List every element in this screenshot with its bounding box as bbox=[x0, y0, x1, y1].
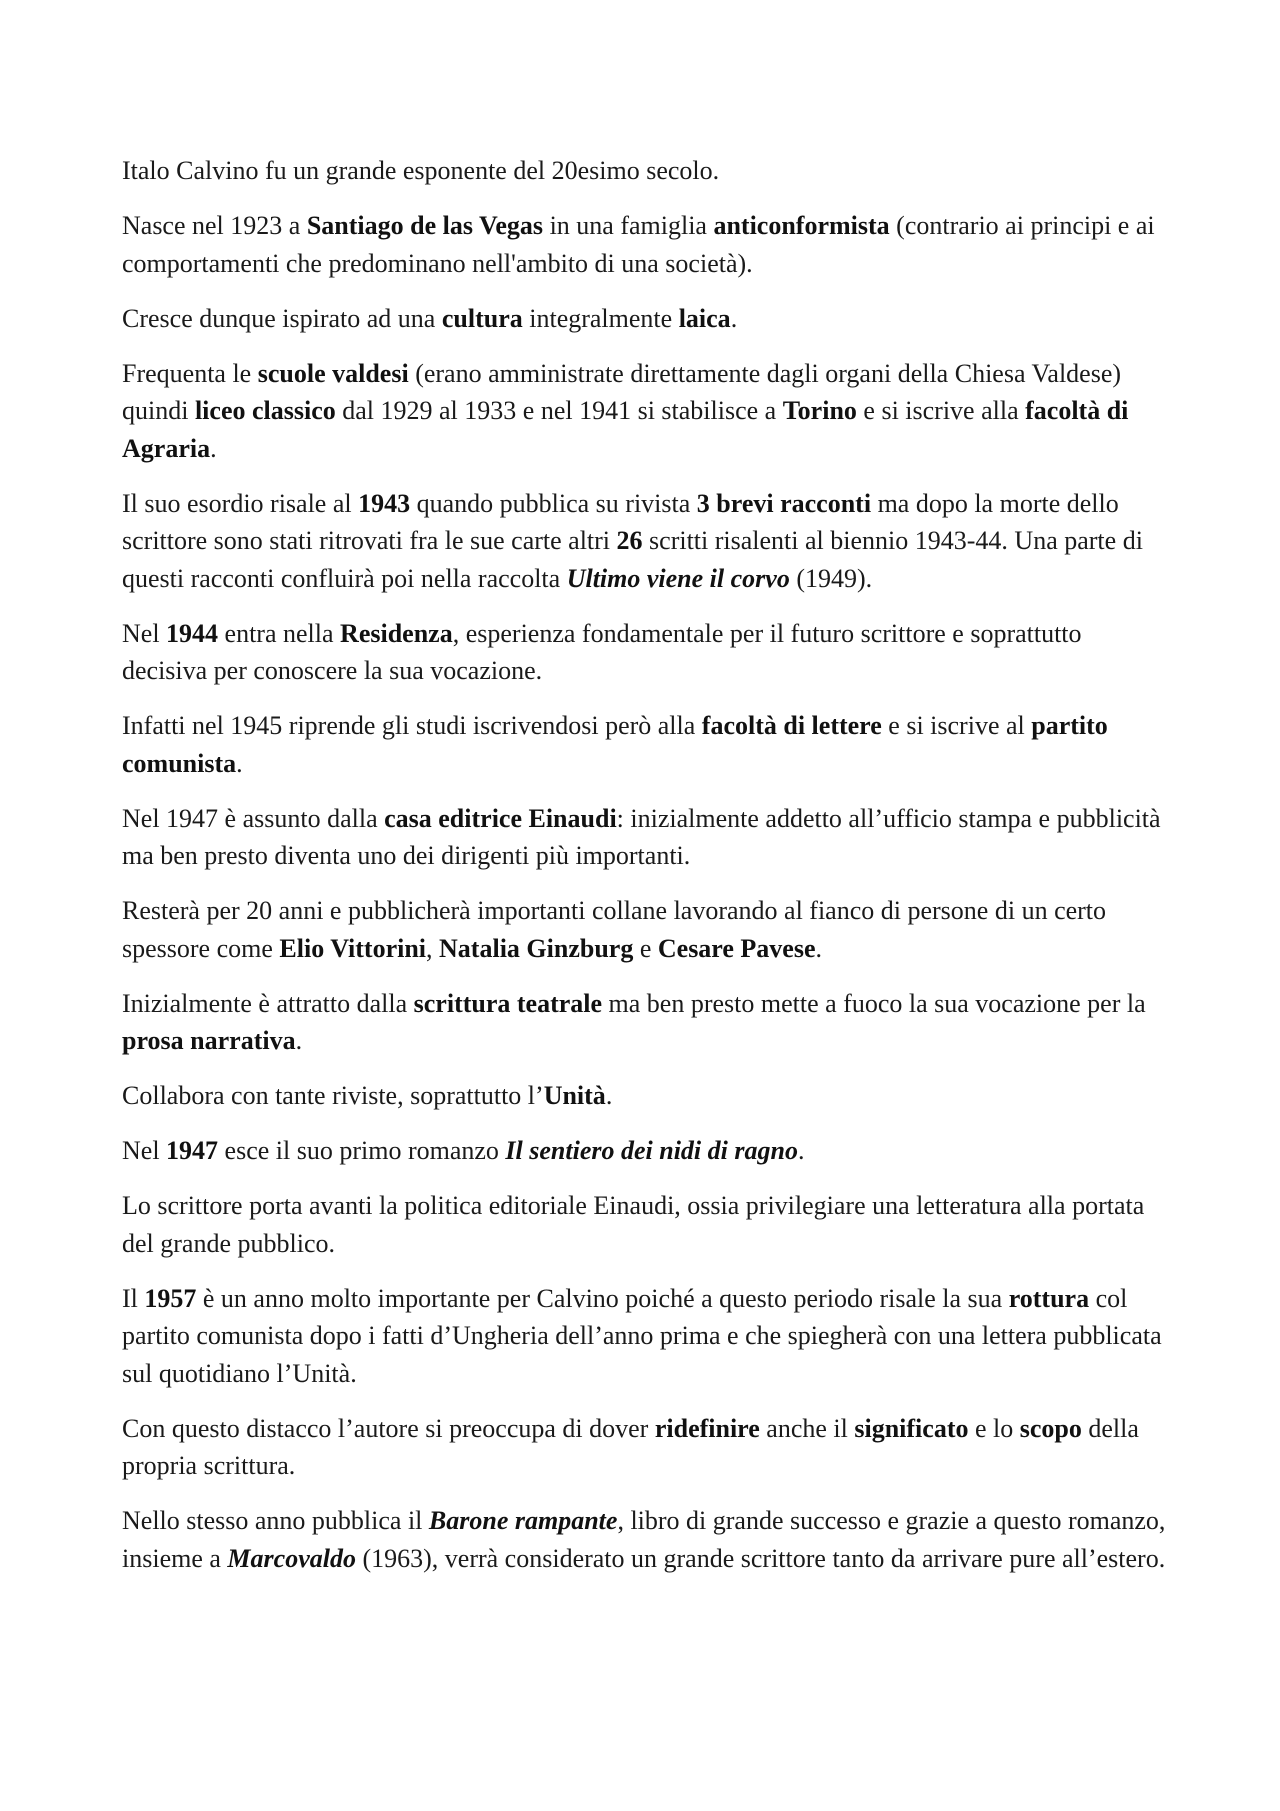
text-run: . bbox=[730, 303, 738, 333]
text-run: (erano amministrate direttamente dagli organi della Chiesa Valdese) quindi bbox=[122, 358, 1122, 425]
text-run: Nasce nel 1923 a bbox=[122, 211, 307, 240]
bold-run: scopo bbox=[1019, 1413, 1082, 1443]
paragraph bbox=[122, 985, 1172, 1060]
text-run: . bbox=[797, 1136, 805, 1165]
bold-run: Residenza bbox=[340, 618, 453, 648]
paragraph bbox=[122, 615, 1172, 690]
bold-run: scuole valdesi bbox=[257, 358, 409, 388]
text-run: e bbox=[633, 933, 658, 963]
text-run: Nel bbox=[122, 618, 167, 648]
text-run: col partito comunista dopo i fatti d’Ungheria dell’anno prima e che spiegherà con una lettera pubblicata sul quotidiano l’Unità. bbox=[122, 1283, 1162, 1388]
text-run: , esperienza fondamentale per il futuro scrittore e soprattutto decisiva per conoscere la sua vocazione. bbox=[122, 618, 1082, 685]
text-run: Inizialmente è attratto dalla bbox=[122, 988, 414, 1018]
text-run: Il suo esordio risale al bbox=[122, 488, 359, 518]
text-run: Lo scrittore porta avanti la politica editoriale Einaudi, ossia privilegiare una letteratura alla portata del grande pubblico. bbox=[122, 1191, 1145, 1258]
emphasized-title: Barone rampante bbox=[428, 1506, 618, 1535]
text-run: Collabora con tante riviste, soprattutto l’ bbox=[122, 1081, 544, 1110]
bold-run: 26 bbox=[616, 526, 643, 555]
text-run: (1949). bbox=[789, 563, 873, 593]
text-run: : inizialmente addetto all’ufficio stampa e pubblicità ma ben presto diventa uno dei dirigenti più importanti. bbox=[122, 803, 1161, 870]
bold-run: laica bbox=[678, 303, 731, 333]
bold-run: 1957 bbox=[144, 1283, 197, 1313]
text-run: ma dopo la morte dello scrittore sono stati ritrovati fra le sue carte altri bbox=[122, 488, 1119, 555]
bold-run: Natalia Ginzburg bbox=[439, 933, 634, 963]
text-run: esce il suo primo romanzo bbox=[218, 1136, 506, 1165]
emphasized-title: Il sentiero dei nidi di ragno bbox=[505, 1136, 798, 1165]
text-run: e lo bbox=[968, 1413, 1020, 1443]
bold-italic-run bbox=[429, 1506, 618, 1535]
paragraph bbox=[122, 1187, 1172, 1262]
bold-run: significato bbox=[854, 1413, 969, 1443]
bold-run: rottura bbox=[1008, 1283, 1090, 1313]
text-run: (1963), verrà considerato un grande scrittore tanto da arrivare pure all’estero. bbox=[355, 1543, 1166, 1573]
bold-run: partito comunista bbox=[122, 711, 1108, 778]
paragraph bbox=[122, 1502, 1172, 1577]
text-run: Cresce dunque ispirato ad una bbox=[122, 303, 442, 333]
bold-run: Santiago de las Vegas bbox=[306, 211, 544, 240]
bold-run: anticonformista bbox=[713, 211, 890, 240]
text-run: . bbox=[605, 1081, 613, 1110]
bold-run: Unità bbox=[543, 1081, 606, 1110]
text-run: integralmente bbox=[522, 303, 679, 333]
text-run: dal 1929 al 1933 e nel 1941 si stabilisce a bbox=[335, 396, 783, 425]
document-page bbox=[122, 152, 1172, 1595]
text-run: Italo Calvino fu un grande esponente del 20esimo secolo. bbox=[122, 156, 720, 185]
bold-run: Elio Vittorini bbox=[279, 933, 427, 963]
paragraph bbox=[122, 707, 1172, 782]
text-run: (contrario ai principi e ai comportamenti che predominano nell'ambito di una società). bbox=[122, 211, 1155, 278]
emphasized-title: Marcovaldo bbox=[227, 1543, 356, 1573]
paragraph bbox=[122, 1077, 1172, 1115]
bold-italic-run bbox=[567, 564, 790, 593]
emphasized-title: Ultimo viene il corvo bbox=[566, 563, 790, 593]
bold-run: ridefinire bbox=[654, 1413, 760, 1443]
bold-run: 1944 bbox=[166, 618, 219, 648]
bold-run: liceo classico bbox=[194, 396, 336, 425]
bold-run: 1943 bbox=[358, 488, 411, 518]
text-run: Con questo distacco l’autore si preoccupa di dover bbox=[122, 1413, 655, 1443]
paragraph bbox=[122, 485, 1172, 598]
bold-run: Torino bbox=[782, 396, 857, 425]
bold-run: facoltà di lettere bbox=[701, 711, 882, 740]
paragraph bbox=[122, 152, 1172, 190]
text-run: entra nella bbox=[218, 618, 341, 648]
paragraph bbox=[122, 1280, 1172, 1393]
text-run: , libro di grande successo e grazie a questo romanzo, insieme a bbox=[122, 1506, 1166, 1573]
text-run: ma ben presto mette a fuoco la sua vocazione per la bbox=[602, 988, 1146, 1018]
text-run: in una famiglia bbox=[543, 211, 714, 240]
bold-run: scrittura teatrale bbox=[413, 988, 603, 1018]
bold-run: 3 brevi racconti bbox=[696, 488, 872, 518]
text-run: Il bbox=[122, 1283, 145, 1313]
paragraph bbox=[122, 300, 1172, 338]
bold-run: facoltà di Agraria bbox=[122, 396, 1129, 463]
bold-run: prosa narrativa bbox=[122, 1026, 296, 1055]
text-run: è un anno molto importante per Calvino poiché a questo periodo risale la sua bbox=[196, 1283, 1009, 1313]
bold-run: casa editrice Einaudi bbox=[384, 803, 617, 833]
text-run: Nel 1947 è assunto dalla bbox=[122, 803, 385, 833]
text-run: Frequenta le bbox=[122, 358, 258, 388]
text-run: Nello stesso anno pubblica il bbox=[122, 1506, 429, 1535]
text-run: scritti risalenti al biennio 1943-44. Una parte di questi racconti confluirà poi nella raccolta bbox=[122, 526, 1143, 593]
bold-italic-run bbox=[505, 1136, 798, 1165]
text-run: della propria scrittura. bbox=[122, 1413, 1139, 1480]
text-run: anche il bbox=[759, 1413, 855, 1443]
text-run: e si iscrive al bbox=[881, 711, 1032, 740]
paragraph bbox=[122, 1132, 1172, 1170]
bold-italic-run bbox=[227, 1544, 356, 1573]
text-run: . bbox=[210, 433, 217, 463]
paragraph bbox=[122, 355, 1172, 468]
text-run: Resterà per 20 anni e pubblicherà importanti collane lavorando al fianco di persone di un certo spessore come bbox=[122, 896, 1107, 963]
paragraph bbox=[122, 207, 1172, 282]
paragraph bbox=[122, 892, 1172, 967]
text-run: Infatti nel 1945 riprende gli studi iscrivendosi però alla bbox=[122, 711, 702, 740]
bold-run: Cesare Pavese bbox=[657, 933, 816, 963]
bold-run: 1947 bbox=[166, 1136, 219, 1165]
text-run: . bbox=[295, 1026, 303, 1055]
bold-run: cultura bbox=[441, 303, 523, 333]
paragraph bbox=[122, 800, 1172, 875]
text-run: Nel bbox=[122, 1136, 167, 1165]
text-run: e si iscrive alla bbox=[856, 396, 1026, 425]
text-run: . bbox=[815, 933, 822, 963]
text-run: , bbox=[426, 933, 440, 963]
text-run: quando pubblica su rivista bbox=[410, 488, 697, 518]
paragraph bbox=[122, 1410, 1172, 1485]
text-run: . bbox=[236, 748, 243, 778]
